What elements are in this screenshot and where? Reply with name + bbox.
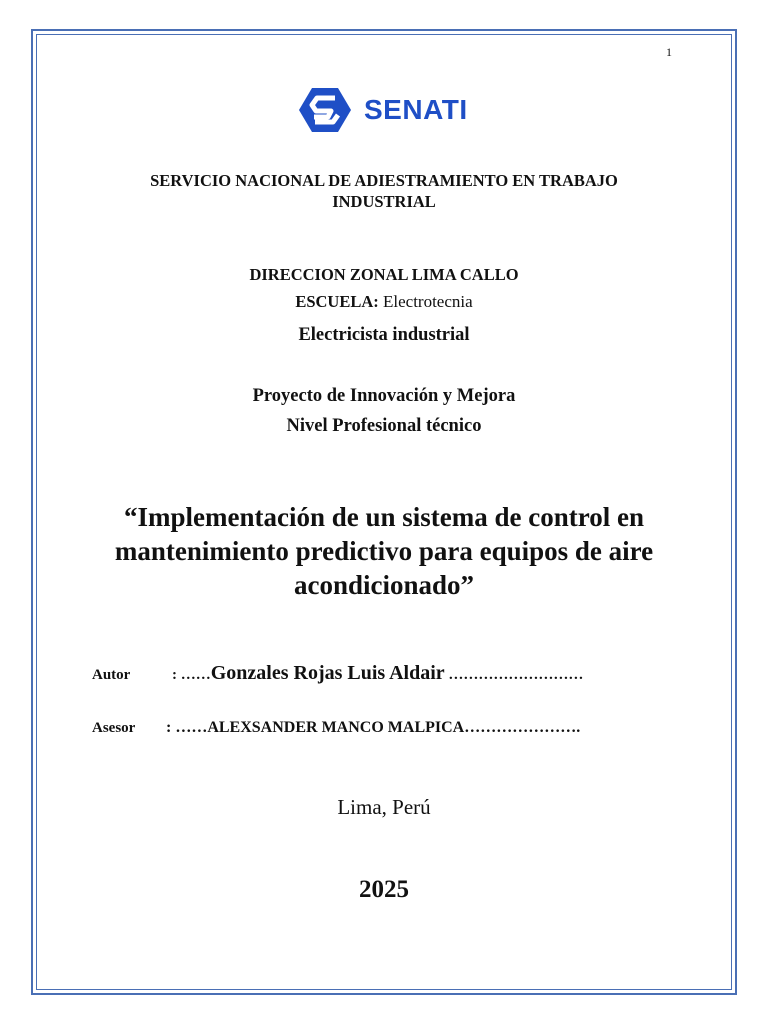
author-row (92, 662, 583, 685)
zonal-direction: DIRECCION ZONAL LIMA CALLO (249, 265, 519, 284)
advisor-label: Asesor (92, 720, 136, 736)
senati-logo-icon (298, 86, 352, 134)
author-prefix: : …… (172, 667, 211, 683)
institution-name: SERVICIO NACIONAL DE ADIESTRAMIENTO EN TRABAJO INDUSTRIAL (150, 171, 618, 211)
specialty: Electricista industrial (298, 325, 470, 345)
project-title: “Implementación de un sistema de control en mantenimiento predictivo para equipos de aire acondicionado” (114, 502, 654, 600)
school-line (0, 292, 768, 312)
author-value (172, 662, 584, 684)
author-suffix: ……………………… (444, 667, 584, 683)
advisor-row (92, 719, 580, 737)
project-type: Proyecto de Innovación y Mejora (252, 386, 516, 406)
school-value: Electrotecnia (383, 292, 473, 311)
year: 2025 (359, 876, 409, 903)
level: Nivel Profesional técnico (286, 416, 482, 436)
logo-text: SENATI (364, 94, 468, 125)
page-number: 1 (666, 45, 672, 59)
author-name: Gonzales Rojas Luis Aldair (210, 662, 445, 684)
advisor-value: : ……ALEXSANDER MANCO MALPICA…………………. (166, 719, 581, 736)
author-label: Autor (92, 667, 131, 683)
location: Lima, Perú (337, 795, 431, 819)
senati-logo (298, 86, 468, 134)
school-label: ESCUELA: (295, 292, 379, 311)
